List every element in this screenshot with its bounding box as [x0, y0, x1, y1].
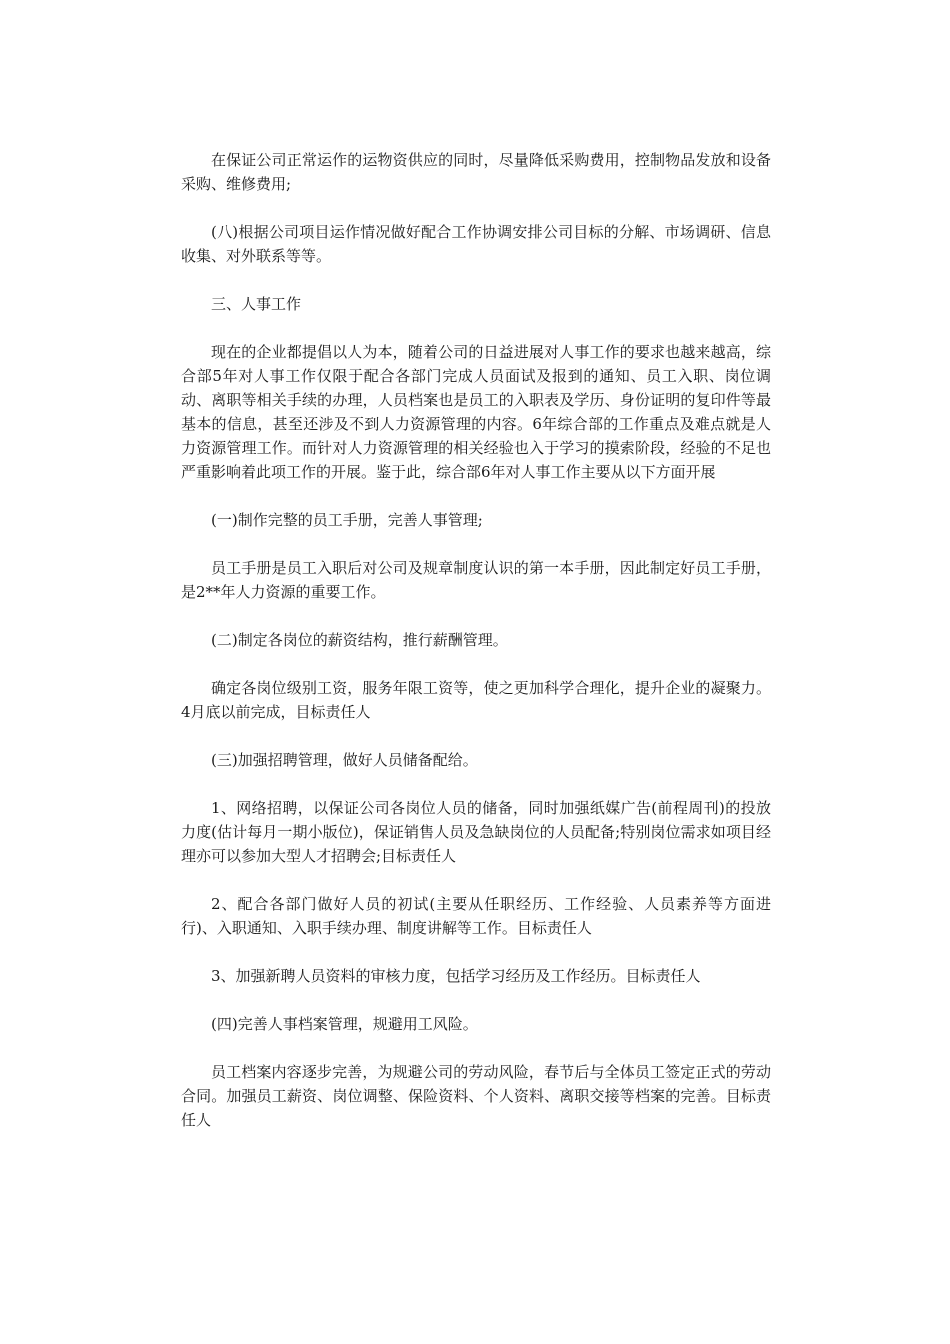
- paragraph-hr-intro: 现在的企业都提倡以人为本，随着公司的日益进展对人事工作的要求也越来越高，综合部5年对人事工作仅限于配合各部门完成人员面试及报到的通知、员工入职、岗位调动、离职等相关手续的办理，人员档案也是员工的入职表及学历、身份证明的复印件等最基本的信息，甚至还涉及不到人力资源管理的内容。6年综合部的工作重点及难点就是人力资源管理工作。而针对人力资源管理的相关经验也入于学习的摸索阶段，经验的不足也严重影响着此项工作的开展。鉴于此，综合部6年对人事工作主要从以下方面开展: [181, 343, 771, 481]
- paragraph-employee-handbook: 员工手册是员工入职后对公司及规章制度认识的第一本手册，因此制定好员工手册，是2**年人力资源的重要工作。: [181, 559, 771, 601]
- paragraph-personnel-files: 员工档案内容逐步完善，为规避公司的劳动风险，春节后与全体员工签定正式的劳动合同。加强员工薪资、岗位调整、保险资料、个人资料、离职交接等档案的完善。目标责任人: [181, 1063, 771, 1129]
- paragraph-item-3-heading: (三)加强招聘管理，做好人员储备配给。: [211, 751, 478, 769]
- paragraph-online-recruiting: 1、网络招聘，以保证公司各岗位人员的储备，同时加强纸媒广告(前程周刊)的投放力度(估计每月一期小版位)，保证销售人员及急缺岗位的人员配备;特别岗位需求如项目经理亦可以参加大型人才招聘会;目标责任人: [181, 799, 771, 865]
- paragraph-item-2-heading: (二)制定各岗位的薪资结构，推行薪酬管理。: [211, 631, 508, 649]
- paragraph-procurement: 在保证公司正常运作的运物资供应的同时，尽量降低采购费用，控制物品发放和设备采购、维修费用;: [181, 151, 771, 193]
- paragraph-document-review: 3、加强新聘人员资料的审核力度，包括学习经历及工作经历。目标责任人: [211, 967, 701, 985]
- section-heading-hr: 三、人事工作: [211, 295, 302, 313]
- paragraph-item-4-heading: (四)完善人事档案管理，规避用工风险。: [211, 1015, 478, 1033]
- paragraph-salary-structure: 确定各岗位级别工资，服务年限工资等，使之更加科学合理化，提升企业的凝聚力。4月底以前完成，目标责任人: [181, 679, 771, 721]
- paragraph-item-1-heading: (一)制作完整的员工手册，完善人事管理;: [211, 511, 483, 529]
- document-body: [181, 148, 771, 1156]
- paragraph-item-8: (八)根据公司项目运作情况做好配合工作协调安排公司目标的分解、市场调研、信息收集、对外联系等等。: [181, 223, 771, 265]
- paragraph-initial-interview: 2、配合各部门做好人员的初试(主要从任职经历、工作经验、人员素养等方面进行)、入职通知、入职手续办理、制度讲解等工作。目标责任人: [181, 895, 771, 937]
